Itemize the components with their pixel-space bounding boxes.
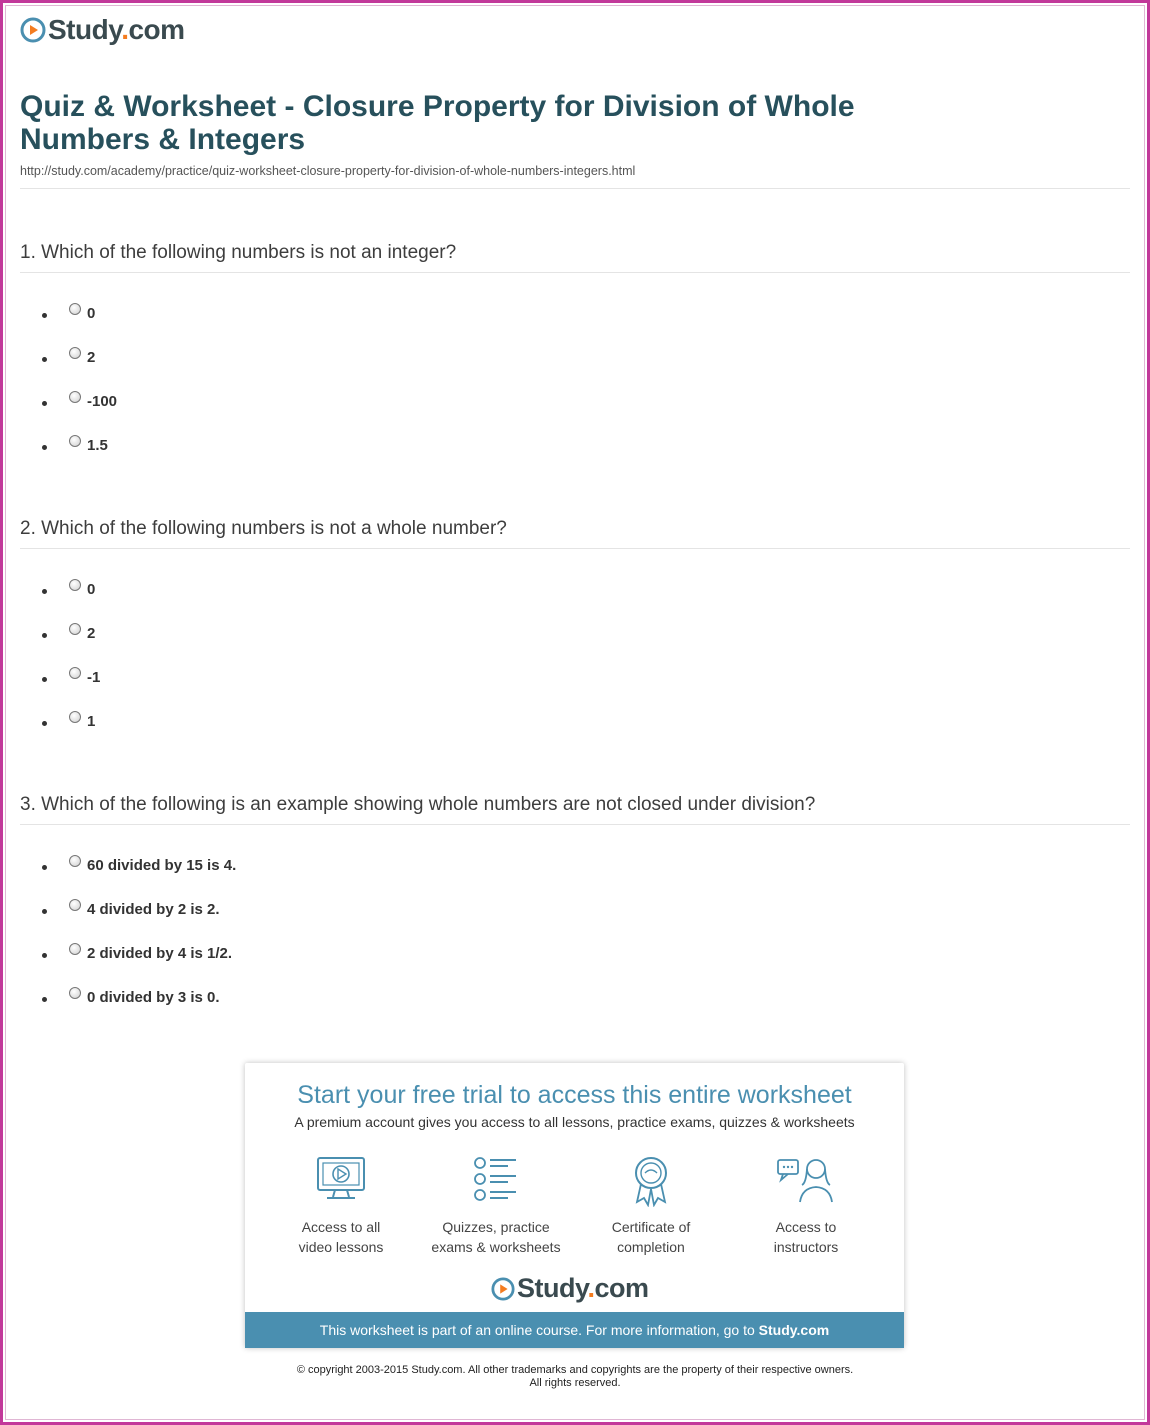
option-label: 4 divided by 2 is 2. xyxy=(87,900,220,918)
option[interactable] xyxy=(42,975,236,1019)
question-2: 2. Which of the following numbers is not a whole number? xyxy=(20,518,507,539)
feature-label-line: Access to all xyxy=(301,1219,381,1235)
option[interactable] xyxy=(42,655,100,699)
radio-button[interactable] xyxy=(69,711,81,723)
radio-button[interactable] xyxy=(69,667,81,679)
option-label: 2 xyxy=(87,624,96,642)
radio-button[interactable] xyxy=(69,943,81,955)
question-3-options xyxy=(42,843,236,1019)
page-title: Quiz & Worksheet - Closure Property for Division of Whole Numbers & Integers xyxy=(20,90,855,156)
radio-button[interactable] xyxy=(69,579,81,591)
option[interactable] xyxy=(42,423,117,467)
bullet xyxy=(42,865,47,870)
question-1-divider xyxy=(20,272,1130,273)
option-label: 1.5 xyxy=(87,436,108,454)
bullet xyxy=(42,589,47,594)
option-label: 0 xyxy=(87,580,96,598)
bullet xyxy=(42,313,47,318)
radio-button[interactable] xyxy=(69,303,81,315)
option[interactable] xyxy=(42,291,117,335)
option-label: 60 divided by 15 is 4. xyxy=(87,856,237,874)
radio-button[interactable] xyxy=(69,435,81,447)
feature-certificate xyxy=(576,1155,726,1257)
copyright-line: © copyright 2003-2015 Study.com. All other trademarks and copyrights are the property of their respective owners. xyxy=(296,1364,854,1376)
quiz-list-icon xyxy=(470,1155,522,1203)
question-3-divider xyxy=(20,824,1130,825)
option-label: 0 xyxy=(87,304,96,322)
option[interactable] xyxy=(42,567,100,611)
bullet xyxy=(42,677,47,682)
option-label: 1 xyxy=(87,712,96,730)
course-info-text: This worksheet is part of an online course. For more information, go to xyxy=(319,1322,759,1338)
bullet xyxy=(42,953,47,958)
header-divider xyxy=(20,188,1130,189)
rights-line: All rights reserved. xyxy=(529,1377,621,1389)
copyright-notice xyxy=(0,1364,1150,1390)
radio-button[interactable] xyxy=(69,987,81,999)
free-trial-promo xyxy=(245,1063,904,1348)
option[interactable] xyxy=(42,887,236,931)
course-info-bar xyxy=(245,1312,904,1348)
feature-instructors xyxy=(731,1155,881,1257)
option[interactable] xyxy=(42,843,236,887)
feature-label-line: completion xyxy=(617,1239,685,1255)
radio-button[interactable] xyxy=(69,855,81,867)
feature-quizzes xyxy=(421,1155,571,1257)
option-label: 2 divided by 4 is 1/2. xyxy=(87,944,233,962)
radio-button[interactable] xyxy=(69,391,81,403)
certificate-icon xyxy=(625,1155,677,1207)
logo-text: Study.com xyxy=(48,14,185,45)
feature-label-line: Certificate of xyxy=(611,1219,691,1235)
radio-button[interactable] xyxy=(69,347,81,359)
bullet xyxy=(42,633,47,638)
promo-heading: Start your free trial to access this entire worksheet xyxy=(297,1081,852,1109)
logo-text: Study.com xyxy=(517,1273,649,1303)
bullet xyxy=(42,909,47,914)
instructor-icon xyxy=(776,1155,836,1203)
promo-subheading: A premium account gives you access to all lessons, practice exams, quizzes & worksheets xyxy=(294,1114,855,1130)
play-logo-icon xyxy=(20,17,46,43)
video-lesson-icon xyxy=(315,1155,367,1203)
option-label: 0 divided by 3 is 0. xyxy=(87,988,220,1006)
bullet xyxy=(42,357,47,362)
study-link[interactable]: Study.com xyxy=(758,1322,830,1338)
question-2-divider xyxy=(20,548,1130,549)
radio-button[interactable] xyxy=(69,899,81,911)
study-logo[interactable] xyxy=(20,14,185,46)
bullet xyxy=(42,721,47,726)
feature-video-lessons xyxy=(266,1155,416,1257)
feature-label-line: video lessons xyxy=(298,1239,384,1255)
feature-label-line: Quizzes, practice xyxy=(442,1219,550,1235)
option-label: -1 xyxy=(87,668,101,686)
option[interactable] xyxy=(42,335,117,379)
option[interactable] xyxy=(42,611,100,655)
bullet xyxy=(42,997,47,1002)
page-url: http://study.com/academy/practice/quiz-worksheet-closure-property-for-division-of-whole-numbers-integers.html xyxy=(20,164,636,178)
option[interactable] xyxy=(42,699,100,743)
feature-label-line: exams & worksheets xyxy=(431,1239,561,1255)
option-label: 2 xyxy=(87,348,96,366)
promo-study-logo[interactable] xyxy=(491,1273,649,1304)
option[interactable] xyxy=(42,379,117,423)
play-logo-icon xyxy=(491,1277,515,1301)
question-1-options xyxy=(42,291,117,467)
feature-label-line: instructors xyxy=(773,1239,839,1255)
option-label: -100 xyxy=(87,392,118,410)
feature-label-line: Access to xyxy=(775,1219,837,1235)
question-3: 3. Which of the following is an example showing whole numbers are not closed under division? xyxy=(20,794,816,815)
radio-button[interactable] xyxy=(69,623,81,635)
option[interactable] xyxy=(42,931,236,975)
bullet xyxy=(42,401,47,406)
bullet xyxy=(42,445,47,450)
question-1: 1. Which of the following numbers is not an integer? xyxy=(20,242,457,263)
question-2-options xyxy=(42,567,100,743)
